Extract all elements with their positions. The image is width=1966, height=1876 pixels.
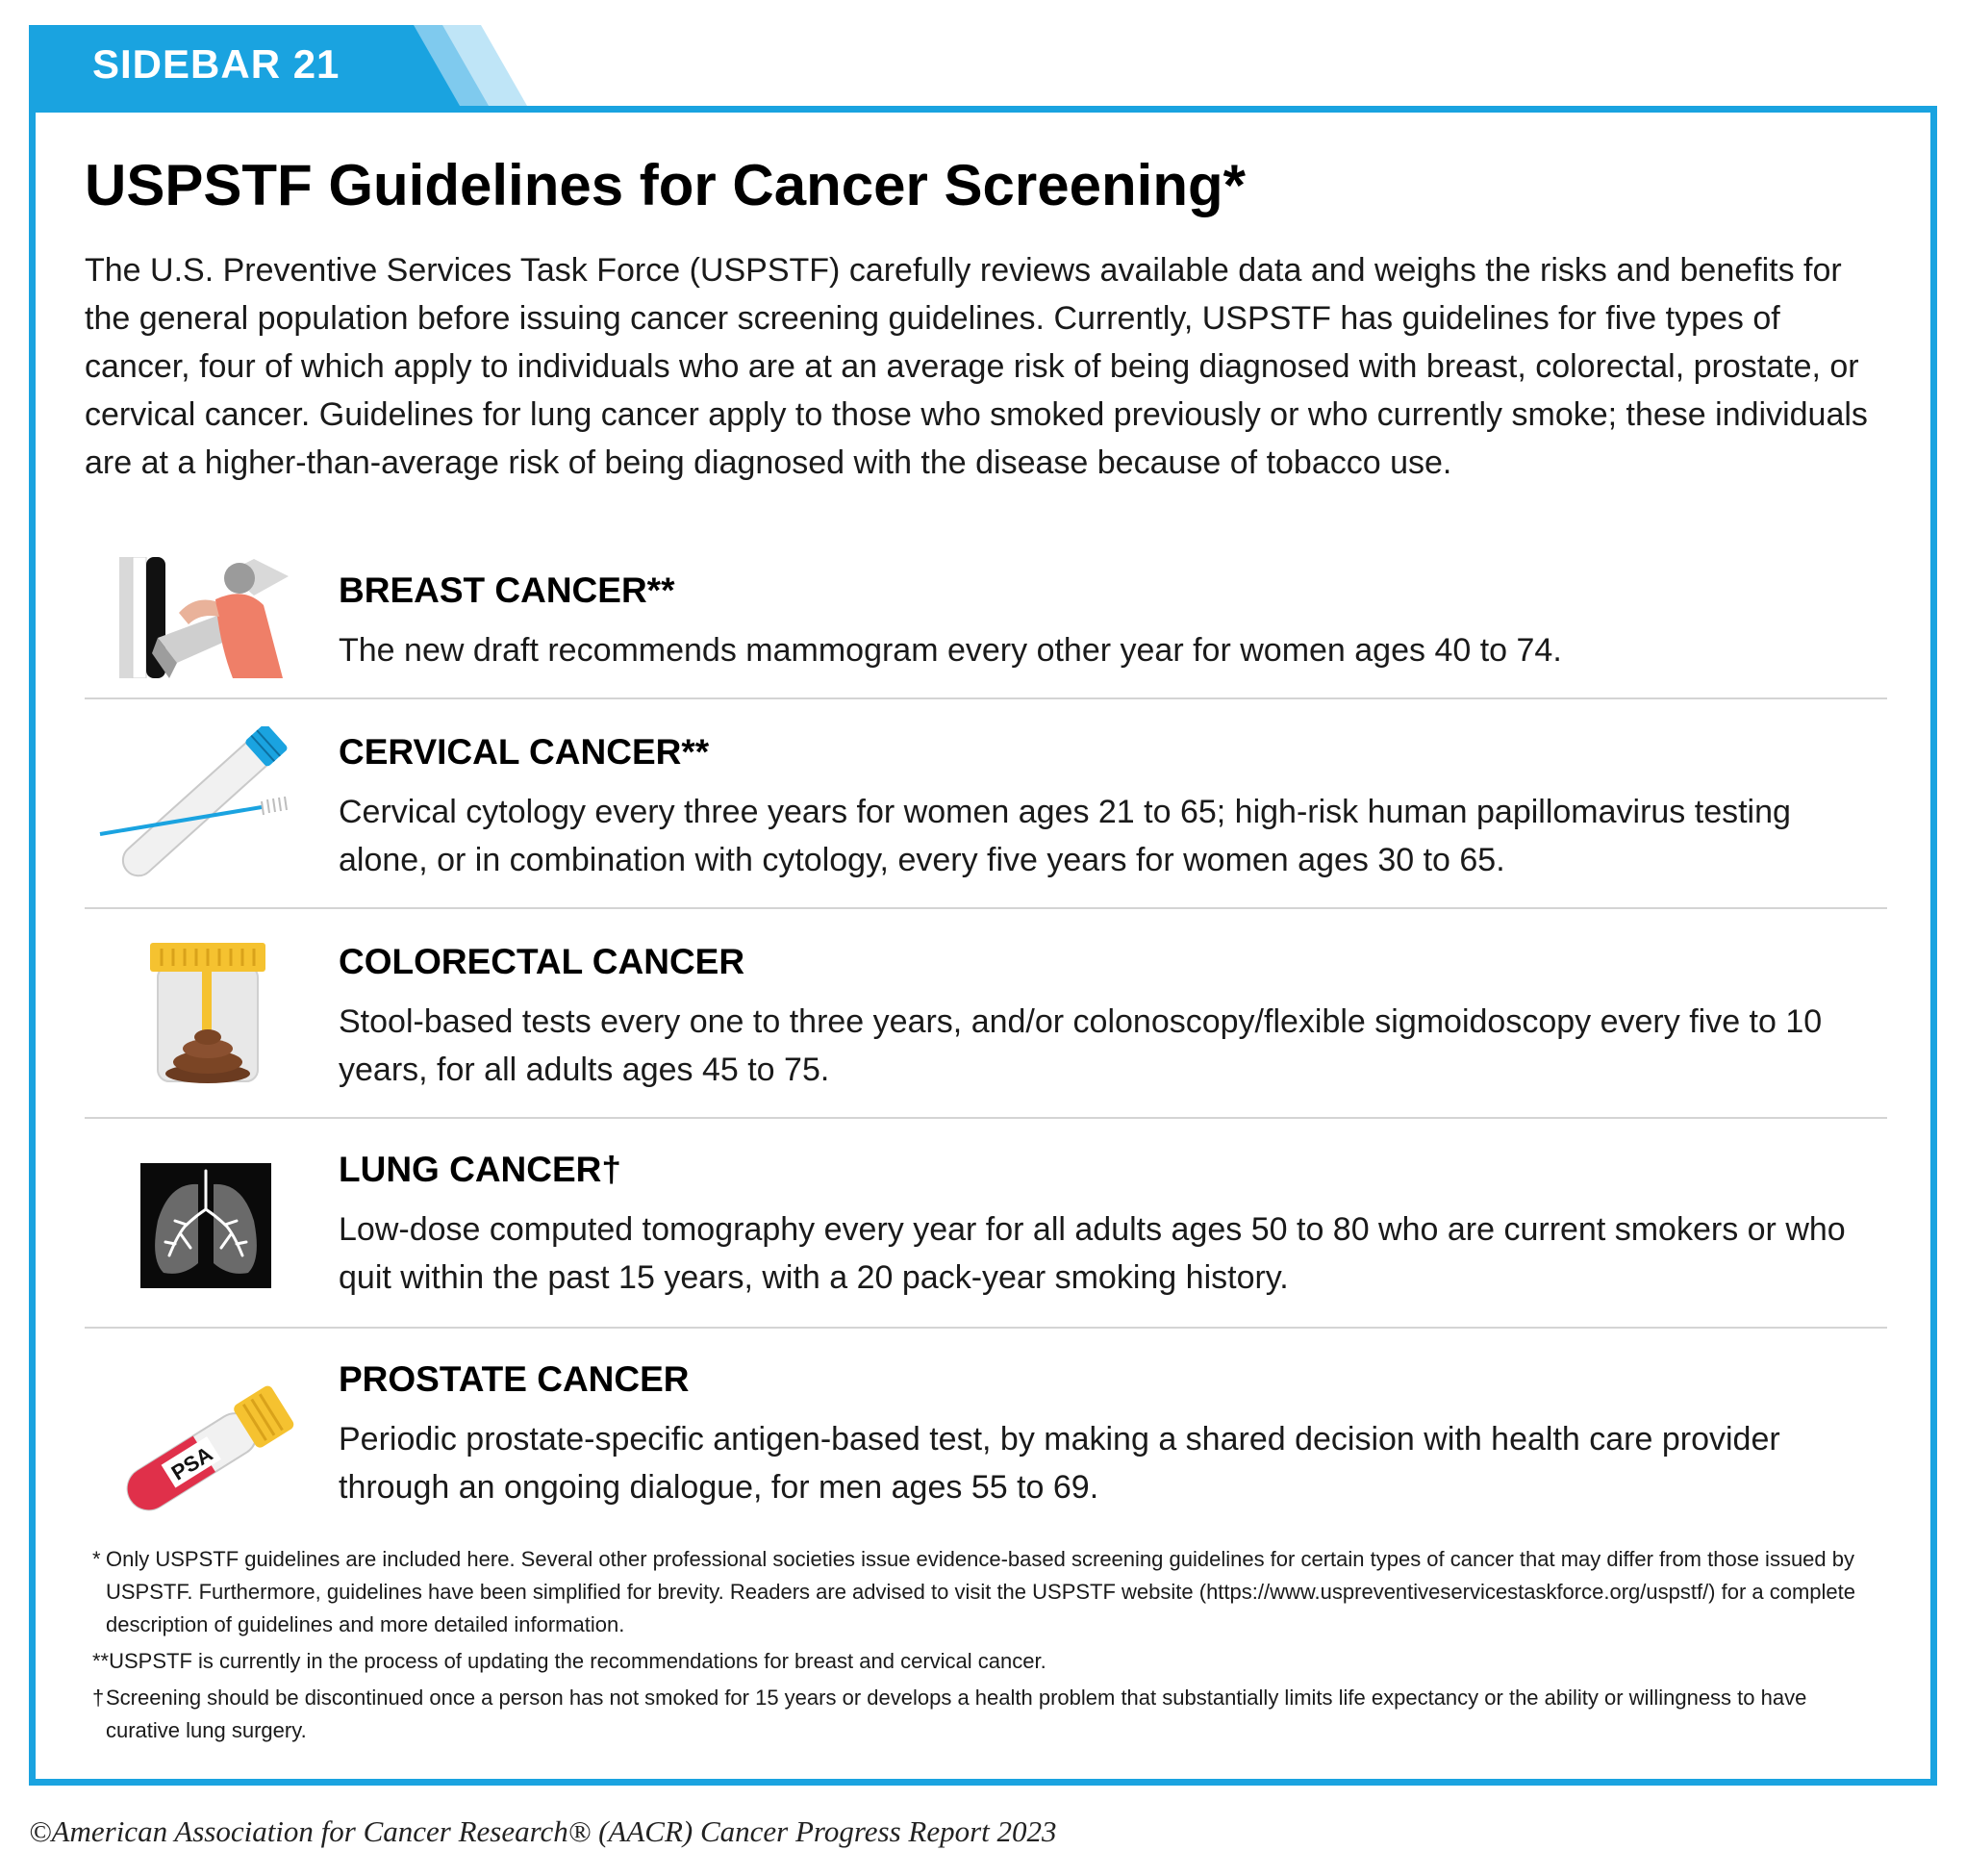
guideline-title: CERVICAL CANCER** <box>339 732 710 772</box>
footnote-text: Screening should be discontinued once a person has not smoked for 15 years or develops a health problem that substantially limits life expectancy or the ability or willingness to have curative lung surgery. <box>106 1686 1807 1742</box>
guideline-title: BREAST CANCER** <box>339 570 675 610</box>
footnote <box>92 1543 1862 1641</box>
divider <box>85 1327 1887 1329</box>
guideline-title: LUNG CANCER† <box>339 1150 621 1189</box>
psa-tube-icon <box>108 1359 310 1518</box>
footnote-text: USPSTF is currently in the process of updating the recommendations for breast and cervical cancer. <box>109 1649 1046 1673</box>
guideline-text: Stool-based tests every one to three years, and/or colonoscopy/flexible sigmoidoscopy every five to 10 years, for all adults ages 45 to 75. <box>339 1003 1823 1088</box>
divider <box>85 1117 1887 1119</box>
footnote-marker: † <box>92 1686 105 1710</box>
guideline-row-lung <box>85 1138 1887 1316</box>
intro-paragraph: The U.S. Preventive Services Task Force (USPSTF) carefully reviews available data and weighs the risks and benefits for the general population before issuing cancer screening guidelines. Currently, USPSTF has guidelines for five types of cancer, four of which apply to individuals who are at an average risk of being diagnosed with breast, colorectal, prostate, or cervical cancer. Guidelines for lung cancer apply to those who smoked previously or who currently smoke; these individuals are at a higher-than-average risk of being diagnosed with the disease because of tobacco use. <box>85 252 1868 481</box>
guideline-title: COLORECTAL CANCER <box>339 942 745 981</box>
footnote <box>92 1645 1862 1678</box>
guideline-text: Periodic prostate-specific antigen-based test, by making a shared decision with health care provider through an ongoing dialogue, for men ages 55 to 69. <box>339 1421 1780 1506</box>
footnote <box>92 1682 1862 1747</box>
footnotes <box>92 1543 1862 1751</box>
stool-sample-icon <box>148 943 273 1092</box>
swab-tube-icon <box>98 726 300 895</box>
page-title: USPSTF Guidelines for Cancer Screening* <box>85 153 1246 217</box>
guideline-row-breast <box>85 553 1887 678</box>
mammogram-icon <box>119 557 298 683</box>
footnote-marker: ** <box>92 1649 110 1673</box>
sidebar-tab <box>29 25 529 106</box>
footnote-marker: * <box>92 1547 101 1571</box>
lung-xray-icon <box>140 1163 271 1293</box>
guideline-text: Low-dose computed tomography every year for all adults ages 50 to 80 who are current smokers or who quit within the past 15 years, with a 20 pack-year smoking history. <box>339 1211 1846 1296</box>
guideline-row-prostate <box>85 1348 1887 1531</box>
psa-label: PSA <box>166 1441 217 1485</box>
sidebar-tab-label: SIDEBAR 21 <box>92 41 340 87</box>
divider <box>85 697 1887 699</box>
divider <box>85 907 1887 909</box>
guideline-text: Cervical cytology every three years for women ages 21 to 65; high-risk human papillomavirus testing alone, or in combination with cytology, every five years for women ages 30 to 65. <box>339 794 1791 878</box>
guideline-title: PROSTATE CANCER <box>339 1359 690 1399</box>
guideline-text: The new draft recommends mammogram every other year for women ages 40 to 74. <box>339 632 1562 669</box>
guideline-row-colorectal <box>85 928 1887 1106</box>
copyright-line: ©American Association for Cancer Research® (AACR) Cancer Progress Report 2023 <box>29 1814 1057 1848</box>
footnote-text: Only USPSTF guidelines are included here. Several other professional societies issue evidence-based screening guidelines for certain types of cancer that may differ from those issued by USPSTF. Furthermore, guidelines have been simplified for brevity. Readers are advised to visit the USPSTF website (https://www.uspreventiveservicestaskforce.org/uspstf/) for a complete description of guidelines and more detailed information. <box>106 1547 1856 1636</box>
guideline-row-cervical <box>85 717 1887 895</box>
